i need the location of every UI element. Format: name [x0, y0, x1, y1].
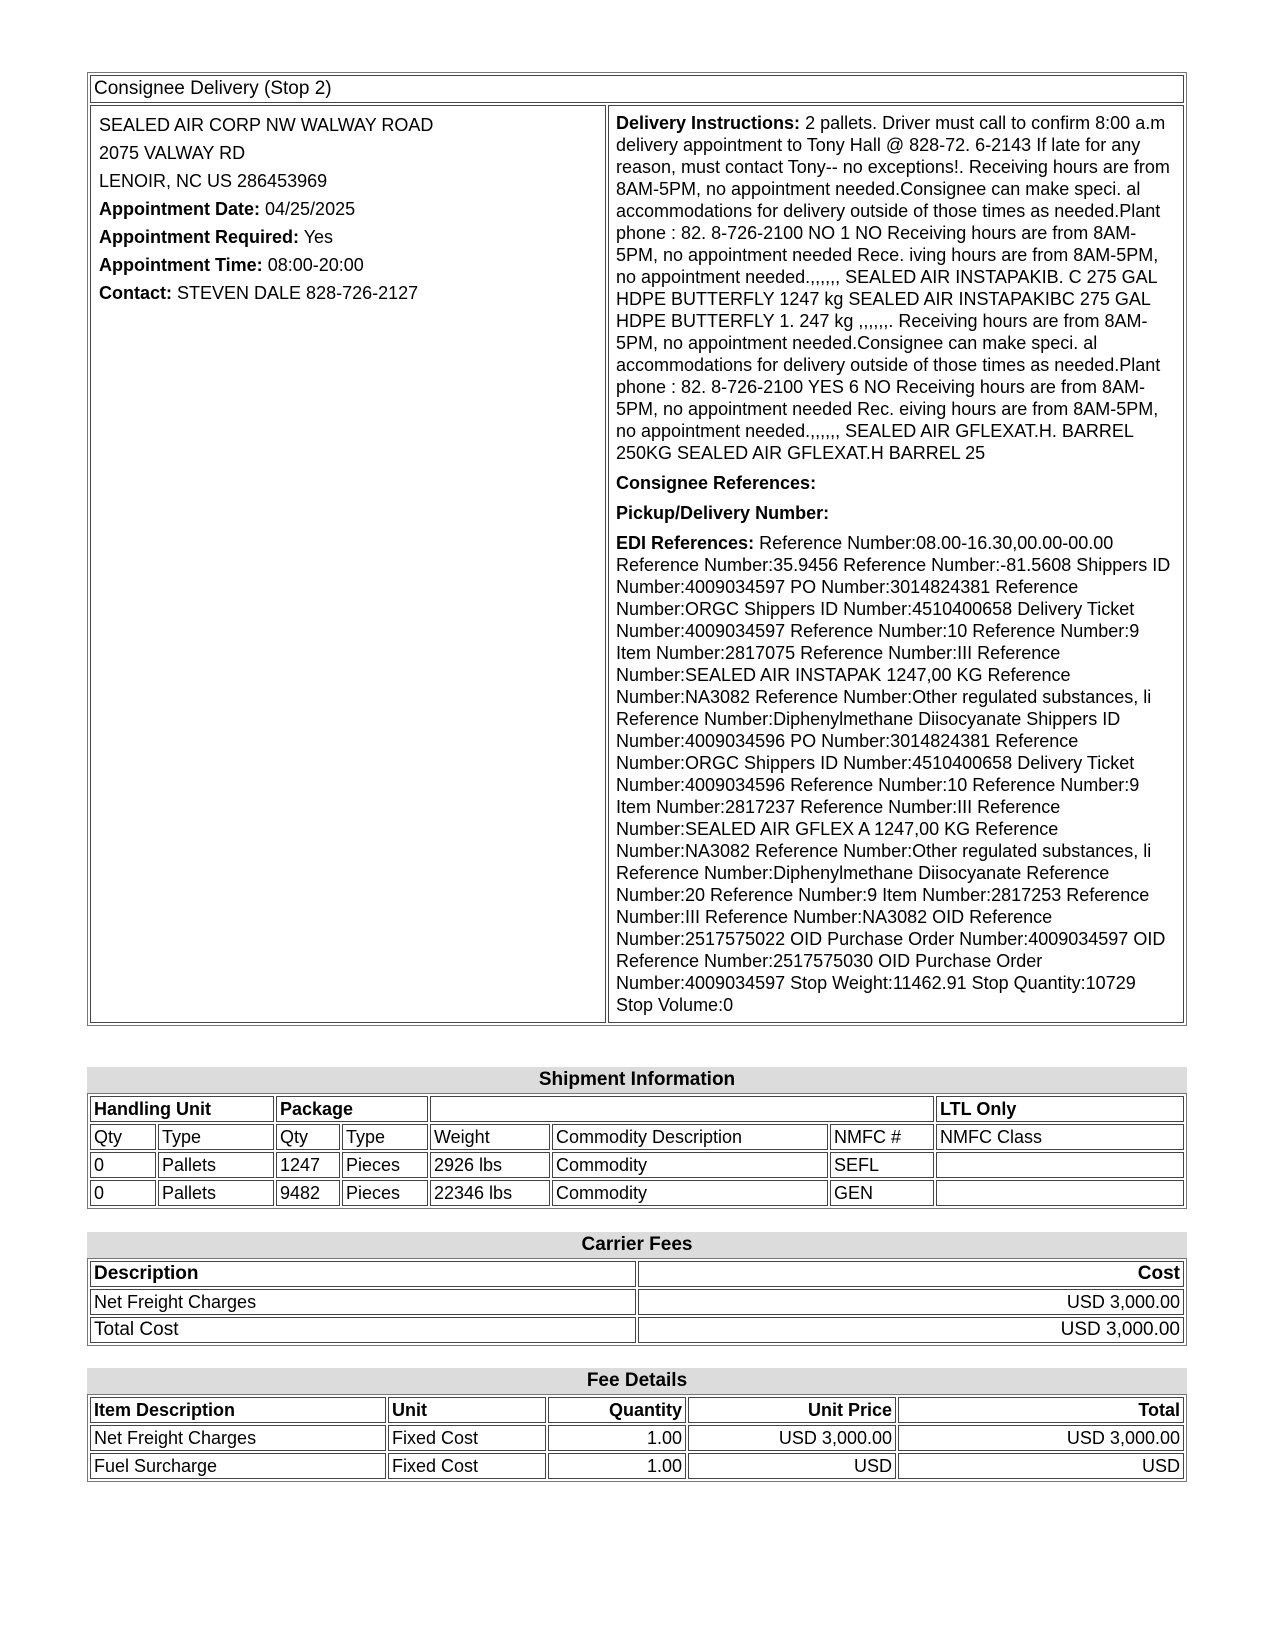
fee-details-table: [87, 1394, 1187, 1482]
package-header: Package: [276, 1096, 428, 1122]
consignee-instructions-block: [608, 105, 1184, 1023]
cell: Pieces: [342, 1180, 428, 1206]
col-nmfc-class: NMFC Class: [936, 1124, 1184, 1150]
col-nmfc: NMFC #: [830, 1124, 934, 1150]
address-line-1: SEALED AIR CORP NW WALWAY ROAD: [99, 115, 434, 135]
col-quantity: Quantity: [548, 1397, 686, 1423]
carrier-fees-title: Carrier Fees: [87, 1232, 1187, 1258]
fee-description: Net Freight Charges: [90, 1289, 636, 1315]
consignee-table: [87, 72, 1187, 1026]
consignee-header: Consignee Delivery (Stop 2): [90, 75, 1184, 103]
cell: Fuel Surcharge: [90, 1453, 386, 1479]
cell: SEFL: [830, 1152, 934, 1178]
cell: USD: [688, 1453, 896, 1479]
appointment-required: [99, 226, 597, 248]
cell: Pallets: [158, 1180, 274, 1206]
col-unit: Unit: [388, 1397, 546, 1423]
cell: 1.00: [548, 1453, 686, 1479]
edi-references-label: EDI References:: [616, 533, 755, 553]
cell: Pieces: [342, 1152, 428, 1178]
fee-details-section: [87, 1368, 1187, 1482]
fee-details-column-headers: [90, 1397, 1184, 1423]
col-pkg-type: Type: [342, 1124, 428, 1150]
col-weight: Weight: [430, 1124, 550, 1150]
table-row: [90, 1152, 1184, 1178]
col-total: Total: [898, 1397, 1184, 1423]
cell: 22346 lbs: [430, 1180, 550, 1206]
cell: Net Freight Charges: [90, 1425, 386, 1451]
appointment-required-label: Appointment Required:: [99, 227, 299, 247]
appointment-time-label: Appointment Time:: [99, 255, 263, 275]
cell: 2926 lbs: [430, 1152, 550, 1178]
cell: USD 3,000.00: [898, 1425, 1184, 1451]
total-cost-label: Total Cost: [90, 1317, 636, 1343]
total-cost-value: USD 3,000.00: [638, 1317, 1184, 1343]
cell: [936, 1180, 1184, 1206]
col-pkg-qty: Qty: [276, 1124, 340, 1150]
cell: 1.00: [548, 1425, 686, 1451]
cell: 1247: [276, 1152, 340, 1178]
cell: [936, 1152, 1184, 1178]
carrier-fees-table: [87, 1258, 1187, 1346]
appointment-date: [99, 198, 597, 220]
shipment-column-headers: [90, 1124, 1184, 1150]
table-row: [90, 1289, 1184, 1315]
col-item-description: Item Description: [90, 1397, 386, 1423]
fee-details-title: Fee Details: [87, 1368, 1187, 1394]
col-commodity: Commodity Description: [552, 1124, 828, 1150]
pickup-delivery-number-label: Pickup/Delivery Number:: [616, 503, 830, 523]
cell: GEN: [830, 1180, 934, 1206]
cell: Commodity: [552, 1180, 828, 1206]
col-description: Description: [90, 1261, 636, 1287]
appointment-time-value: 08:00-20:00: [267, 255, 364, 275]
col-cost: Cost: [638, 1261, 1184, 1287]
table-row: [90, 1453, 1184, 1479]
cell: 9482: [276, 1180, 340, 1206]
contact: [99, 282, 597, 304]
cell: 0: [90, 1152, 156, 1178]
address-line-2: 2075 VALWAY RD: [99, 143, 246, 163]
cell: Fixed Cost: [388, 1453, 546, 1479]
cell: Pallets: [158, 1152, 274, 1178]
col-hu-qty: Qty: [90, 1124, 156, 1150]
appointment-time: [99, 254, 597, 276]
consignee-address-block: [90, 105, 606, 1023]
shipment-section: [87, 1067, 1187, 1209]
appointment-required-value: Yes: [303, 227, 334, 247]
delivery-instructions-label: Delivery Instructions:: [616, 113, 801, 133]
edi-references: [616, 532, 1176, 1016]
table-row: [90, 1425, 1184, 1451]
shipment-table: [87, 1093, 1187, 1209]
edi-references-text: Reference Number:08.00-16.30,00.00-00.00 Reference Number:35.9456 Reference Number:-81.5608 Shippers ID Number:4009034597 PO Number:3014824381 Reference Number:ORGC Shippers ID Number:4510400658 Delivery Ticket Number:4009034597 Reference Number:10 Reference Number:9 Item Number:2817075 Reference Number:III Reference Number:SEALED AIR INSTAPAK 1247,00 KG Reference Number:NA3082 Reference Number:Other regulated substances, li Reference Number:Diphenylmethane Diisocyanate Shippers ID Number:4009034596 PO Number:3014824381 Reference Number:ORGC Shippers ID Number:4510400658 Delivery Ticket Number:4009034596 Reference Number:10 Reference Number:9 Item Number:2817237 Reference Number:III Reference Number:SEALED AIR GFLEX A 1247,00 KG Reference Number:NA3082 Reference Number:Other regulated substances, li Reference Number:Diphenylmethane Diisocyanate Reference Number:20 Reference Number:9 Item Number:2817253 Reference Number:III Reference Number:NA3082 OID Reference Number:2517575022 OID Purchase Order Number:4009034597 OID Reference Number:2517575030 OID Purchase Order Number:4009034597 Stop Weight:11462.91 Stop Quantity:10729 Stop Volume:0: [616, 533, 1171, 1015]
delivery-instructions-text: 2 pallets. Driver must call to confirm 8:00 a.m delivery appointment to Tony Hall @ 828-72. 6-2143 If late for any reason, must contact Tony-- no exceptions!. Receiving hours are from 8AM-5PM, no appointment needed.Consignee can make speci. al accommodations for delivery outside of those times as needed.Plant phone : 82. 8-726-2100 NO 1 NO Receiving hours are from 8AM-5PM, no appointment needed Rece. iving hours are from 8AM-5PM, no appointment needed.,,,,,, SEALED AIR INSTAPAKIB. C 275 GAL HDPE BUTTERFLY 1247 kg SEALED AIR INSTAPAKIBC 275 GAL HDPE BUTTERFLY 1. 247 kg ,,,,,,. Receiving hours are from 8AM-5PM, no appointment needed.Consignee can make speci. al accommodations for delivery outside of those times as needed.Plant phone : 82. 8-726-2100 YES 6 NO Receiving hours are from 8AM-5PM, no appointment needed Rec. eiving hours are from 8AM-5PM, no appointment needed.,,,,,, SEALED AIR GFLEXAT.H. BARREL 250KG SEALED AIR GFLEXAT.H BARREL 25: [616, 113, 1170, 463]
table-row: [90, 1180, 1184, 1206]
appointment-date-value: 04/25/2025: [265, 199, 356, 219]
consignee-references-label: Consignee References:: [616, 473, 817, 493]
cell: USD 3,000.00: [688, 1425, 896, 1451]
cell: 0: [90, 1180, 156, 1206]
consignee-section: [87, 72, 1187, 1026]
delivery-instructions: [616, 112, 1176, 464]
cell: Fixed Cost: [388, 1425, 546, 1451]
contact-value: STEVEN DALE 828-726-2127: [177, 283, 419, 303]
col-unit-price: Unit Price: [688, 1397, 896, 1423]
handling-unit-header: Handling Unit: [90, 1096, 274, 1122]
appointment-date-label: Appointment Date:: [99, 199, 260, 219]
cell: Commodity: [552, 1152, 828, 1178]
blank-header: [430, 1096, 934, 1122]
carrier-fees-section: [87, 1232, 1187, 1346]
fee-cost: USD 3,000.00: [638, 1289, 1184, 1315]
contact-label: Contact:: [99, 283, 172, 303]
col-hu-type: Type: [158, 1124, 274, 1150]
ltl-only-header: LTL Only: [936, 1096, 1184, 1122]
cell: USD: [898, 1453, 1184, 1479]
shipment-title: Shipment Information: [87, 1067, 1187, 1093]
address-line-3: LENOIR, NC US 286453969: [99, 171, 328, 191]
